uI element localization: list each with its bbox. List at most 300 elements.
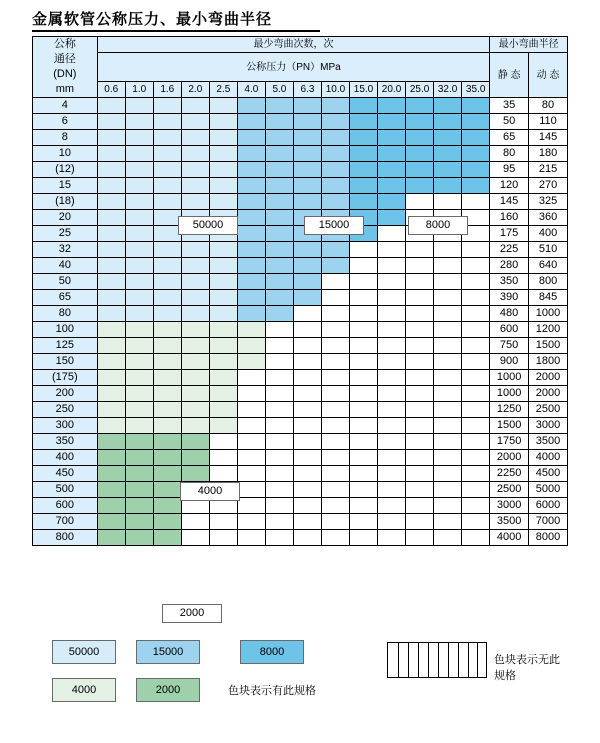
spec-cell — [434, 114, 462, 130]
page-title: 金属软管公称压力、最小弯曲半径 — [32, 10, 273, 28]
spec-cell — [181, 434, 209, 450]
spec-cell — [153, 322, 181, 338]
spec-cell — [434, 434, 462, 450]
dn-cell: (175) — [33, 370, 98, 386]
radius-static-cell: 95 — [490, 162, 529, 178]
radius-static-cell: 1000 — [490, 386, 529, 402]
spec-cell — [349, 354, 377, 370]
spec-cell — [321, 258, 349, 274]
radius-static-cell: 1250 — [490, 402, 529, 418]
dn-cell: 50 — [33, 274, 98, 290]
spec-cell — [293, 146, 321, 162]
spec-cell — [293, 306, 321, 322]
spec-cell — [378, 402, 406, 418]
radius-dynamic-cell: 4500 — [529, 466, 568, 482]
radius-static-cell: 900 — [490, 354, 529, 370]
spec-cell — [181, 242, 209, 258]
radius-static-cell: 600 — [490, 322, 529, 338]
spec-cell — [293, 418, 321, 434]
dn-header-line-4: mm — [55, 83, 75, 95]
spec-cell — [265, 162, 293, 178]
table-header — [33, 37, 568, 98]
spec-cell — [378, 274, 406, 290]
spec-cell — [406, 178, 434, 194]
spec-cell — [125, 274, 153, 290]
radius-static-cell: 1500 — [490, 418, 529, 434]
spec-cell — [462, 130, 490, 146]
spec-cell — [209, 242, 237, 258]
spec-cell — [434, 290, 462, 306]
spec-cell — [434, 338, 462, 354]
spec-cell — [97, 258, 125, 274]
spec-cell — [462, 466, 490, 482]
spec-cell — [406, 530, 434, 546]
spec-cell — [265, 210, 293, 226]
radius-static-cell: 175 — [490, 226, 529, 242]
spec-cell — [97, 210, 125, 226]
spec-cell — [378, 530, 406, 546]
spec-cell — [153, 274, 181, 290]
spec-cell — [406, 514, 434, 530]
spec-cell — [462, 354, 490, 370]
spec-cell — [378, 322, 406, 338]
spec-cell — [406, 242, 434, 258]
spec-cell — [293, 402, 321, 418]
table-row — [33, 498, 568, 514]
dn-cell: 250 — [33, 402, 98, 418]
spec-cell — [462, 386, 490, 402]
spec-cell — [434, 98, 462, 114]
spec-cell — [181, 514, 209, 530]
dn-header-cell — [33, 37, 98, 98]
radius-dynamic-cell: 145 — [529, 130, 568, 146]
radius-static-cell: 350 — [490, 274, 529, 290]
pn-value-header: 15.0 — [349, 82, 377, 98]
spec-cell — [265, 178, 293, 194]
spec-cell — [349, 162, 377, 178]
radius-dynamic-cell: 1200 — [529, 322, 568, 338]
spec-cell — [349, 130, 377, 146]
radius-dynamic-cell: 800 — [529, 274, 568, 290]
radius-static-cell: 120 — [490, 178, 529, 194]
spec-cell — [462, 482, 490, 498]
radius-dynamic-cell: 640 — [529, 258, 568, 274]
spec-cell — [125, 418, 153, 434]
dn-cell: 32 — [33, 242, 98, 258]
spec-cell — [181, 338, 209, 354]
radius-dynamic-cell: 4000 — [529, 450, 568, 466]
spec-cell — [97, 322, 125, 338]
spec-cell — [406, 162, 434, 178]
spec-cell — [125, 386, 153, 402]
spec-cell — [406, 194, 434, 210]
dn-cell: 300 — [33, 418, 98, 434]
spec-cell — [125, 482, 153, 498]
radius-static-cell: 50 — [490, 114, 529, 130]
table-row — [33, 98, 568, 114]
spec-cell — [97, 98, 125, 114]
spec-cell — [237, 146, 265, 162]
dn-cell: (12) — [33, 162, 98, 178]
spec-cell — [209, 114, 237, 130]
table-row — [33, 146, 568, 162]
spec-cell — [153, 482, 181, 498]
pn-value-header: 6.3 — [293, 82, 321, 98]
spec-cell — [406, 338, 434, 354]
spec-cell — [349, 306, 377, 322]
table-row — [33, 482, 568, 498]
spec-cell — [406, 322, 434, 338]
spec-cell — [209, 450, 237, 466]
spec-cell — [462, 514, 490, 530]
dn-cell: 80 — [33, 306, 98, 322]
spec-cell — [265, 514, 293, 530]
spec-cell — [321, 514, 349, 530]
table-row — [33, 530, 568, 546]
radius-dynamic-cell: 1500 — [529, 338, 568, 354]
spec-cell — [293, 194, 321, 210]
legend-chip — [52, 640, 116, 664]
spec-cell — [153, 434, 181, 450]
legend-chip-label: 50000 — [68, 646, 100, 658]
spec-cell — [462, 178, 490, 194]
spec-cell — [209, 402, 237, 418]
legend-chip-label: 8000 — [259, 646, 285, 658]
spec-cell — [209, 194, 237, 210]
spec-cell — [434, 402, 462, 418]
spec-cell — [349, 290, 377, 306]
spec-cell — [181, 98, 209, 114]
spec-cell — [406, 386, 434, 402]
radius-static-cell: 2000 — [490, 450, 529, 466]
spec-cell — [434, 306, 462, 322]
spec-cell — [209, 514, 237, 530]
spec-cell — [209, 530, 237, 546]
spec-cell — [321, 434, 349, 450]
spec-cell — [406, 146, 434, 162]
radius-dynamic-cell: 510 — [529, 242, 568, 258]
spec-cell — [209, 338, 237, 354]
spec-cell — [209, 386, 237, 402]
spec-cell — [265, 274, 293, 290]
dn-cell: 600 — [33, 498, 98, 514]
spec-cell — [265, 418, 293, 434]
spec-cell — [321, 418, 349, 434]
spec-cell — [125, 114, 153, 130]
spec-cell — [462, 242, 490, 258]
spec-cell — [321, 290, 349, 306]
dn-cell: (18) — [33, 194, 98, 210]
radius-static-cell: 3000 — [490, 498, 529, 514]
radius-dynamic-cell: 8000 — [529, 530, 568, 546]
spec-cell — [97, 306, 125, 322]
spec-cell — [97, 162, 125, 178]
spec-cell — [125, 514, 153, 530]
spec-cell — [434, 482, 462, 498]
spec-cell — [406, 98, 434, 114]
spec-cell — [209, 178, 237, 194]
spec-cell — [378, 498, 406, 514]
spec-cell — [97, 354, 125, 370]
spec-cell — [97, 370, 125, 386]
spec-cell — [153, 178, 181, 194]
spec-cell — [153, 306, 181, 322]
legend-chip-label: 4000 — [71, 684, 97, 696]
spec-cell — [462, 338, 490, 354]
spec-cell — [321, 450, 349, 466]
spec-cell — [97, 178, 125, 194]
pressure-bend-table — [32, 36, 568, 546]
spec-cell — [434, 450, 462, 466]
spec-cell — [181, 194, 209, 210]
spec-cell — [349, 178, 377, 194]
spec-cell — [209, 274, 237, 290]
spec-cell — [237, 418, 265, 434]
table-row — [33, 258, 568, 274]
spec-cell — [97, 450, 125, 466]
spec-cell — [181, 386, 209, 402]
spec-cell — [153, 338, 181, 354]
spec-cell — [406, 130, 434, 146]
spec-cell — [434, 498, 462, 514]
radius-dynamic-cell: 6000 — [529, 498, 568, 514]
spec-cell — [406, 418, 434, 434]
spec-cell — [237, 162, 265, 178]
spec-cell — [378, 258, 406, 274]
spec-cell — [125, 338, 153, 354]
spec-cell — [321, 322, 349, 338]
spec-cell — [265, 130, 293, 146]
spec-cell — [97, 274, 125, 290]
spec-cell — [209, 322, 237, 338]
spec-cell — [434, 386, 462, 402]
spec-cell — [125, 194, 153, 210]
spec-cell — [97, 418, 125, 434]
spec-cell — [321, 338, 349, 354]
spec-cell — [209, 130, 237, 146]
spec-cell — [237, 194, 265, 210]
spec-cell — [181, 114, 209, 130]
overlay-value-label: 8000 — [408, 216, 468, 235]
spec-cell — [153, 114, 181, 130]
spec-cell — [378, 450, 406, 466]
spec-cell — [237, 402, 265, 418]
spec-cell — [406, 498, 434, 514]
spec-cell — [265, 226, 293, 242]
spec-cell — [125, 130, 153, 146]
spec-cell — [209, 418, 237, 434]
spec-cell — [209, 258, 237, 274]
spec-cell — [97, 402, 125, 418]
legend — [32, 636, 568, 726]
spec-cell — [321, 130, 349, 146]
spec-cell — [378, 114, 406, 130]
spec-cell — [153, 162, 181, 178]
spec-cell — [293, 482, 321, 498]
table-row — [33, 274, 568, 290]
spec-cell — [462, 114, 490, 130]
spec-cell — [321, 306, 349, 322]
spec-cell — [406, 450, 434, 466]
spec-cell — [181, 258, 209, 274]
radius-static-cell: 65 — [490, 130, 529, 146]
dn-cell: 6 — [33, 114, 98, 130]
legend-chip — [136, 678, 200, 702]
spec-cell — [293, 274, 321, 290]
spec-cell — [125, 370, 153, 386]
spec-cell — [462, 98, 490, 114]
spec-cell — [181, 306, 209, 322]
spec-cell — [378, 146, 406, 162]
spec-cell — [406, 466, 434, 482]
spec-cell — [237, 434, 265, 450]
spec-cell — [462, 290, 490, 306]
spec-cell — [237, 450, 265, 466]
spec-cell — [349, 338, 377, 354]
spec-cell — [125, 530, 153, 546]
spec-cell — [378, 306, 406, 322]
pn-value-header: 20.0 — [378, 82, 406, 98]
spec-cell — [406, 306, 434, 322]
radius-static-cell: 2250 — [490, 466, 529, 482]
spec-cell — [209, 146, 237, 162]
spec-cell — [406, 482, 434, 498]
table-row — [33, 226, 568, 242]
spec-cell — [265, 98, 293, 114]
legend-chip — [52, 678, 116, 702]
spec-cell — [434, 194, 462, 210]
spec-cell — [321, 242, 349, 258]
spec-cell — [462, 370, 490, 386]
spec-cell — [265, 306, 293, 322]
spec-cell — [237, 354, 265, 370]
spec-cell — [237, 290, 265, 306]
dn-cell: 8 — [33, 130, 98, 146]
legend-chip — [136, 640, 200, 664]
spec-cell — [406, 114, 434, 130]
dn-cell: 40 — [33, 258, 98, 274]
spec-cell — [125, 434, 153, 450]
spec-cell — [462, 322, 490, 338]
spec-cell — [349, 498, 377, 514]
spec-cell — [153, 354, 181, 370]
spec-cell — [237, 114, 265, 130]
spec-cell — [293, 386, 321, 402]
spec-cell — [265, 402, 293, 418]
radius-dynamic-cell: 325 — [529, 194, 568, 210]
spec-cell — [321, 194, 349, 210]
spec-cell — [237, 370, 265, 386]
radius-dynamic-cell: 1000 — [529, 306, 568, 322]
spec-cell — [434, 370, 462, 386]
radius-dynamic-header: 动 态 — [529, 53, 568, 98]
spec-cell — [237, 306, 265, 322]
spec-cell — [462, 306, 490, 322]
spec-cell — [181, 466, 209, 482]
spec-cell — [209, 354, 237, 370]
spec-cell — [97, 498, 125, 514]
spec-cell — [378, 434, 406, 450]
spec-cell — [97, 386, 125, 402]
spec-cell — [349, 418, 377, 434]
spec-cell — [293, 450, 321, 466]
dn-cell: 200 — [33, 386, 98, 402]
dn-cell: 450 — [33, 466, 98, 482]
spec-cell — [349, 434, 377, 450]
spec-cell — [237, 226, 265, 242]
radius-dynamic-cell: 3500 — [529, 434, 568, 450]
spec-cell — [97, 226, 125, 242]
spec-cell — [153, 194, 181, 210]
spec-cell — [321, 482, 349, 498]
spec-cell — [349, 514, 377, 530]
table-row — [33, 162, 568, 178]
spec-cell — [349, 450, 377, 466]
pn-value-header: 25.0 — [406, 82, 434, 98]
spec-cell — [153, 530, 181, 546]
spec-cell — [321, 530, 349, 546]
pressure-bend-table-wrapper — [32, 36, 568, 619]
table-row — [33, 210, 568, 226]
radius-dynamic-cell: 2000 — [529, 370, 568, 386]
spec-cell — [293, 354, 321, 370]
spec-cell — [181, 354, 209, 370]
spec-cell — [349, 242, 377, 258]
spec-cell — [293, 258, 321, 274]
radius-dynamic-cell: 360 — [529, 210, 568, 226]
spec-cell — [181, 146, 209, 162]
spec-cell — [406, 258, 434, 274]
legend-chip — [240, 640, 304, 664]
spec-cell — [406, 370, 434, 386]
radius-dynamic-cell: 270 — [529, 178, 568, 194]
spec-cell — [125, 498, 153, 514]
table-row — [33, 242, 568, 258]
table-row — [33, 370, 568, 386]
spec-cell — [462, 258, 490, 274]
spec-cell — [97, 130, 125, 146]
spec-cell — [378, 226, 406, 242]
spec-cell — [265, 242, 293, 258]
spec-cell — [153, 370, 181, 386]
spec-cell — [406, 354, 434, 370]
spec-cell — [293, 498, 321, 514]
spec-cell — [378, 162, 406, 178]
radius-static-cell: 3500 — [490, 514, 529, 530]
radius-static-cell: 390 — [490, 290, 529, 306]
spec-cell — [293, 242, 321, 258]
spec-cell — [153, 402, 181, 418]
spec-cell — [434, 162, 462, 178]
spec-cell — [125, 226, 153, 242]
spec-cell — [125, 210, 153, 226]
pn-value-header: 1.0 — [125, 82, 153, 98]
spec-cell — [209, 370, 237, 386]
radius-dynamic-cell: 2500 — [529, 402, 568, 418]
overlay-value-label: 15000 — [304, 216, 364, 235]
pn-value-header: 2.5 — [209, 82, 237, 98]
dn-cell: 100 — [33, 322, 98, 338]
overlay-value-label: 50000 — [178, 216, 238, 235]
spec-cell — [378, 338, 406, 354]
spec-cell — [97, 114, 125, 130]
spec-cell — [265, 370, 293, 386]
legend-chip-label: 2000 — [155, 684, 181, 696]
radius-static-cell: 160 — [490, 210, 529, 226]
radius-dynamic-cell: 2000 — [529, 386, 568, 402]
spec-cell — [321, 466, 349, 482]
spec-cell — [462, 530, 490, 546]
